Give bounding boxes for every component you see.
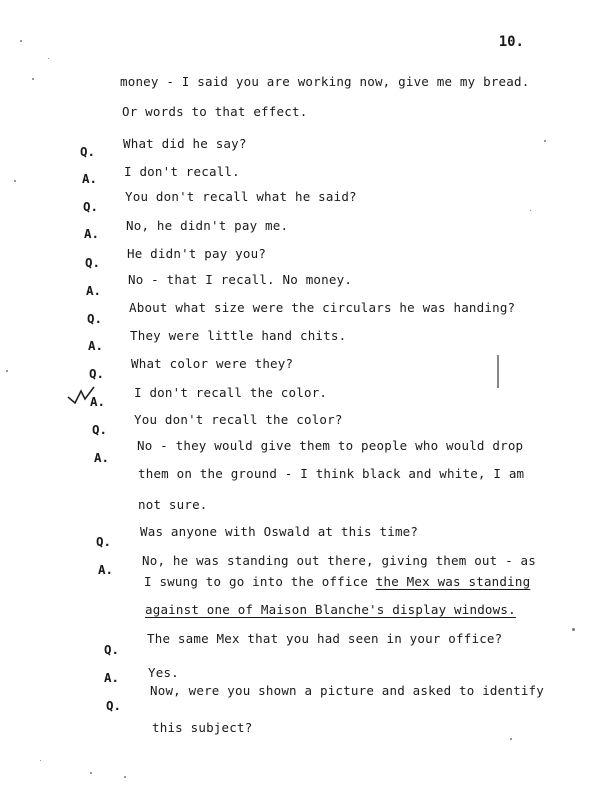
page-number: 10. xyxy=(498,34,524,50)
speaker-marker: Q. xyxy=(87,311,103,326)
transcript-line xyxy=(147,631,502,646)
transcript-line xyxy=(124,164,240,179)
transcript-text: I don't recall the color. xyxy=(134,385,328,400)
transcript-line xyxy=(122,104,307,119)
transcript-text: Now, were you shown a picture and asked to identify xyxy=(150,683,545,698)
transcript-text: The same Mex that you had seen in your office? xyxy=(147,631,503,646)
transcript-line xyxy=(128,272,352,287)
scan-speck xyxy=(124,776,126,778)
transcript-text: No - that I recall. No money. xyxy=(128,272,353,287)
transcript-line xyxy=(140,524,418,539)
scan-speck xyxy=(32,78,34,80)
speaker-marker: Q. xyxy=(106,698,122,713)
margin-bar xyxy=(497,355,499,388)
transcript-line xyxy=(127,246,266,261)
transcript-text: money - I said you are working now, give me my bread. xyxy=(120,74,530,89)
transcript-line xyxy=(138,497,208,512)
transcript-text: Or words to that effect. xyxy=(122,104,308,119)
transcript-text: No, he didn't pay me. xyxy=(126,218,289,233)
speaker-marker: Q. xyxy=(89,366,105,381)
speaker-marker: Q. xyxy=(92,422,108,437)
scan-speck xyxy=(530,210,531,211)
speaker-marker: A. xyxy=(82,171,98,186)
transcript-text: About what size were the circulars he was handing? xyxy=(129,300,516,315)
scan-speck xyxy=(48,58,49,59)
transcript-line xyxy=(134,412,343,427)
transcript-line xyxy=(152,720,252,735)
transcript-line xyxy=(126,218,288,233)
speaker-marker: Q. xyxy=(85,255,101,270)
speaker-marker: A. xyxy=(98,562,114,577)
transcript-text: What color were they? xyxy=(131,356,294,371)
speaker-marker: A. xyxy=(94,450,110,465)
speaker-marker: A. xyxy=(104,670,120,685)
transcript-line xyxy=(129,300,515,315)
transcript-line xyxy=(148,665,179,680)
scan-speck xyxy=(572,628,575,631)
transcript-text: You don't recall what he said? xyxy=(125,189,357,204)
scan-speck xyxy=(14,180,16,182)
scan-speck xyxy=(6,370,8,372)
underlined-text: against one of Maison Blanche's display windows. xyxy=(145,602,516,617)
scan-speck xyxy=(20,40,22,42)
transcript-line xyxy=(130,328,346,343)
transcript-text: He didn't pay you? xyxy=(127,246,267,261)
transcript-text: You don't recall the color? xyxy=(134,412,343,427)
speaker-marker: Q. xyxy=(83,199,99,214)
transcript-line xyxy=(138,466,524,481)
underlined-text: the Mex was standing xyxy=(375,574,531,589)
transcript-text: No, he was standing out there, giving them out - as xyxy=(142,553,537,568)
transcript-text: I swung to go into the office xyxy=(144,574,376,589)
speaker-marker: A. xyxy=(88,338,104,353)
transcript-line xyxy=(123,136,247,151)
checkmark-icon xyxy=(66,385,96,405)
speaker-marker: A. xyxy=(84,226,100,241)
transcript-text: not sure. xyxy=(138,497,208,512)
transcript-line xyxy=(134,385,327,400)
scan-speck xyxy=(40,760,41,761)
transcript-line xyxy=(145,602,516,617)
transcript-line xyxy=(144,574,530,589)
speaker-marker: A. xyxy=(86,283,102,298)
transcript-text: I don't recall. xyxy=(124,164,240,179)
transcript-text: Was anyone with Oswald at this time? xyxy=(140,524,419,539)
scan-speck xyxy=(510,738,512,740)
scan-speck xyxy=(544,140,546,142)
speaker-marker: Q. xyxy=(104,642,120,657)
transcript-line xyxy=(125,189,357,204)
speaker-marker: Q. xyxy=(96,534,112,549)
transcript-text: them on the ground - I think black and white, I am xyxy=(138,466,525,481)
transcript-text: They were little hand chits. xyxy=(130,328,347,343)
transcript-line xyxy=(131,356,293,371)
transcript-line xyxy=(120,74,529,89)
speaker-marker: Q. xyxy=(80,144,96,159)
transcript-line xyxy=(150,683,544,698)
transcript-text: this subject? xyxy=(152,720,253,735)
transcript-line xyxy=(137,438,523,453)
transcript-text: No - they would give them to people who would drop xyxy=(137,438,524,453)
scan-speck xyxy=(90,772,92,774)
transcript-text: What did he say? xyxy=(123,136,247,151)
speaker-marker: A. xyxy=(90,394,106,409)
transcript-line xyxy=(142,553,536,568)
transcript-text: Yes. xyxy=(148,665,179,680)
